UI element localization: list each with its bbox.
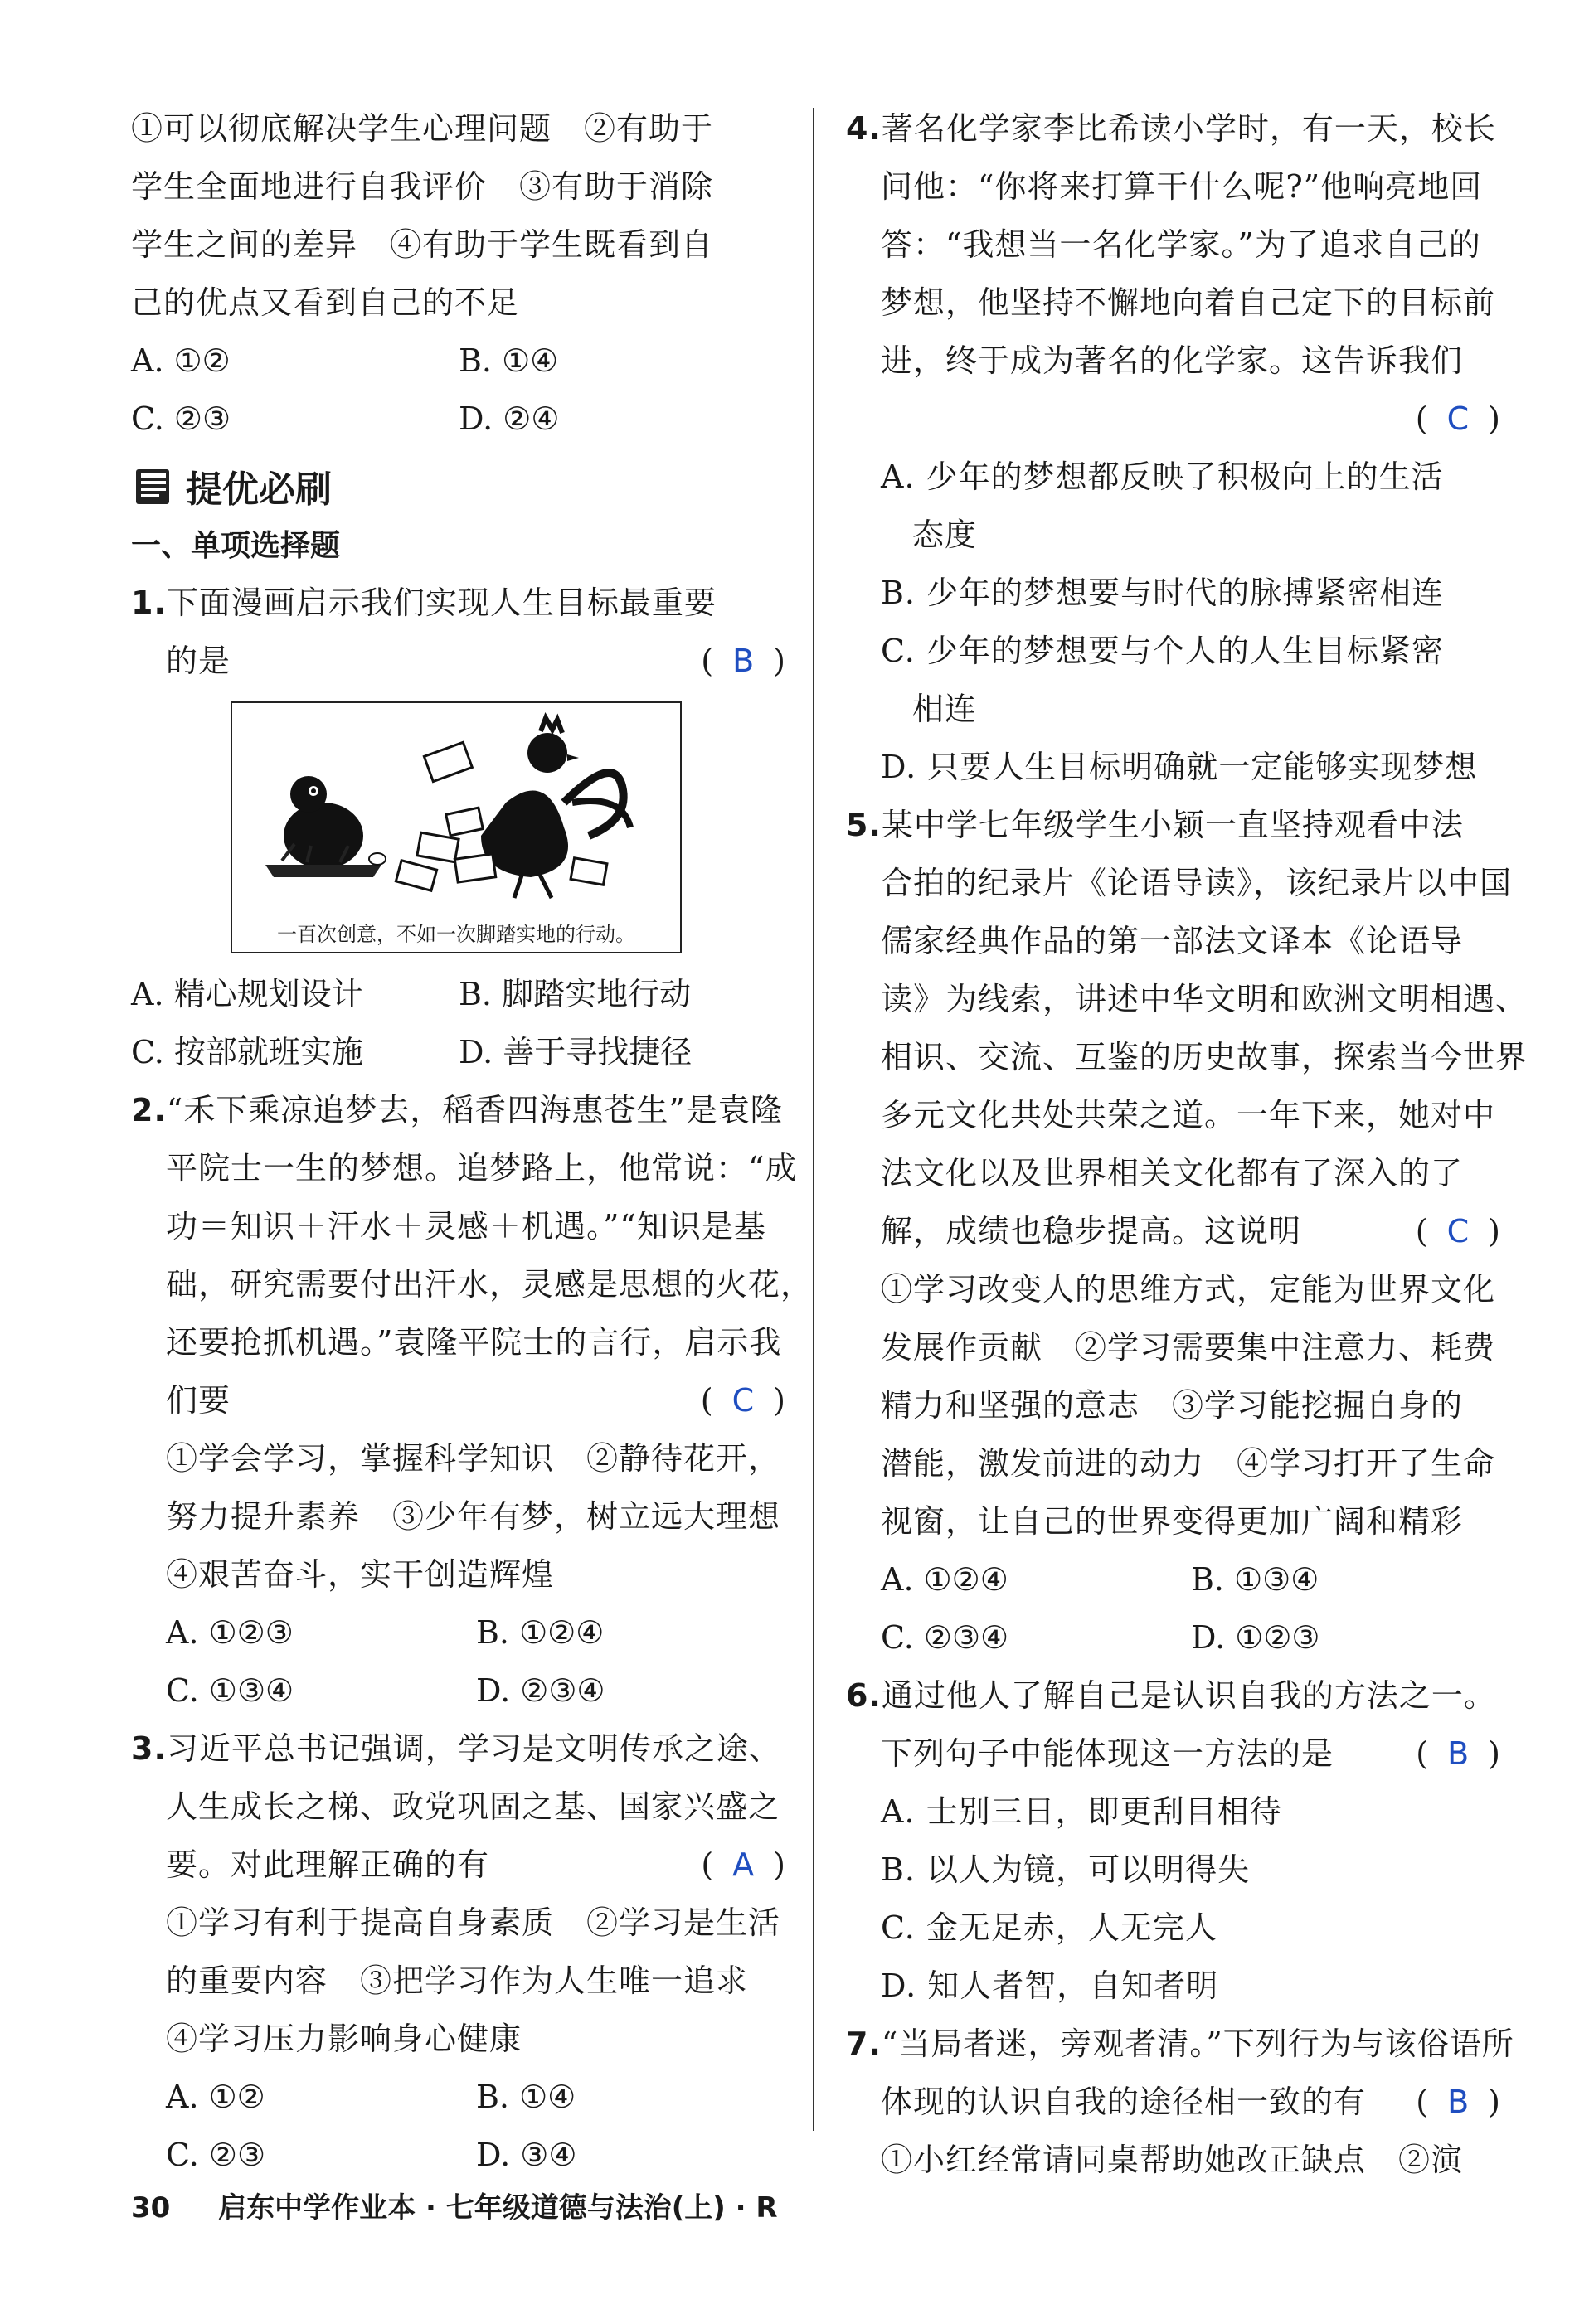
column-divider xyxy=(813,108,814,2131)
stem-text: “当局者迷，旁观者清。”下列行为与该俗语所 xyxy=(881,2026,1514,2062)
option-b: B. 脚踏实地行动 xyxy=(459,976,692,1012)
statement-line: ①学习改变人的思维方式，定能为世界文化 xyxy=(881,1271,1496,1308)
stem-text: 下列句子中能体现这一方法的是 xyxy=(881,1735,1334,1772)
stem-text: 多元文化共处共荣之道。一年下来，她对中 xyxy=(881,1097,1496,1133)
section-heading xyxy=(131,453,786,519)
statement-line: 精力和坚强的意志 ③学习能挖掘自身的 xyxy=(881,1387,1464,1424)
option-a: A. 少年的梦想都反映了积极向上的生活 xyxy=(881,458,1444,495)
question-1-stem xyxy=(131,632,786,690)
cartoon-caption: 一百次创意，不如一次脚踏实地的行动。 xyxy=(277,923,635,946)
stem-text: 习近平总书记强调，学习是文明传承之途、 xyxy=(166,1730,781,1767)
stem-text: 著名化学家李比希读小学时，有一天，校长 xyxy=(881,110,1496,147)
stem-text: 法文化以及世界相关文化都有了深入的了 xyxy=(881,1155,1464,1191)
answer-letter: A xyxy=(732,1846,756,1883)
intro-line: 学生之间的差异 ④有助于学生既看到自 xyxy=(131,226,714,263)
question-5-options xyxy=(846,1550,1501,1608)
option-c: C. ①③④ xyxy=(166,1672,294,1709)
stem-text: 梦想，他坚持不懈地向着自己定下的目标前 xyxy=(881,284,1496,321)
statement-line: 努力提升素养 ③少年有梦，树立远大理想 xyxy=(166,1498,781,1535)
option-b: B. ①④ xyxy=(459,342,559,379)
page-number: 30 xyxy=(131,2191,171,2225)
question-1-stem xyxy=(131,574,786,632)
question-6-stem xyxy=(846,1667,1501,1725)
option-c: C. ②③ xyxy=(131,400,231,437)
answer-bracket: ( B ) xyxy=(1416,1735,1501,1772)
stem-text: 功＝知识＋汗水＋灵感＋机遇。”“知识是基 xyxy=(166,1208,766,1244)
page-footer xyxy=(131,2185,778,2225)
option-c: C. 少年的梦想要与个人的人生目标紧密 xyxy=(881,633,1444,669)
stem-text: 合拍的纪录片《论语导读》，该纪录片以中国 xyxy=(881,865,1513,901)
option-d: D. ①②③ xyxy=(1191,1619,1320,1656)
cartoon-image xyxy=(231,701,682,953)
option-d: D. 善于寻找捷径 xyxy=(459,1034,693,1070)
stem-text: 儒家经典作品的第一部法文译本《论语导 xyxy=(881,923,1464,959)
stem-text: 某中学七年级学生小颖一直坚持观看中法 xyxy=(881,807,1464,843)
answer-letter: B xyxy=(1447,2084,1470,2120)
stem-text: 的是 xyxy=(166,643,231,679)
option-a: A. ①② xyxy=(131,342,231,379)
intro-options xyxy=(131,332,786,390)
option-a: A. 士别三日，即更刮目相待 xyxy=(881,1793,1282,1830)
statement-line: 潜能，激发前进的动力 ④学习打开了生命 xyxy=(881,1445,1496,1482)
question-number: 2. xyxy=(131,1092,167,1128)
option-d: D. ②③④ xyxy=(476,1672,605,1709)
stem-text: 相识、交流、互鉴的历史故事，探索当今世界 xyxy=(881,1039,1528,1075)
option-a: A. ①②③ xyxy=(166,1614,294,1651)
answer-letter: C xyxy=(731,1382,756,1419)
book-icon xyxy=(131,463,177,509)
question-2-stem xyxy=(131,1371,786,1429)
right-column xyxy=(846,99,1528,2189)
option-d: D. ③④ xyxy=(476,2137,577,2173)
stem-text: 问他：“你将来打算干什么呢?”他响亮地回 xyxy=(881,168,1483,205)
stem-text: 们要 xyxy=(166,1382,231,1419)
stem-text: 要。对此理解正确的有 xyxy=(166,1846,490,1883)
option-a: A. ①②④ xyxy=(881,1561,1008,1598)
statement-line: ①学会学习，掌握科学知识 ②静待花开， xyxy=(166,1440,781,1477)
question-1-options xyxy=(131,1023,786,1081)
intro-options xyxy=(131,390,786,448)
question-3-options xyxy=(131,2126,786,2184)
intro-line: 学生全面地进行自我评价 ③有助于消除 xyxy=(131,168,714,205)
intro-line: ①可以彻底解决学生心理问题 ②有助于 xyxy=(131,110,714,147)
stem-text: 平院士一生的梦想。追梦路上，他常说：“成 xyxy=(166,1150,798,1186)
stem-text: 还要抢抓机遇。”袁隆平院士的言行，启示我 xyxy=(166,1324,782,1361)
stem-text: 体现的认识自我的途径相一致的有 xyxy=(881,2084,1367,2120)
question-type-title: 一、单项选择题 xyxy=(131,529,341,563)
question-7-stem xyxy=(846,2073,1501,2131)
option-b: B. ①②④ xyxy=(476,1614,605,1651)
cartoon-drawing xyxy=(232,703,680,910)
answer-bracket: ( C ) xyxy=(700,1382,786,1419)
stem-text: 通过他人了解自己是认识自我的方法之一。 xyxy=(881,1677,1496,1714)
option-d: D. 只要人生目标明确就一定能够实现梦想 xyxy=(881,749,1478,785)
answer-bracket: ( B ) xyxy=(701,643,786,679)
intro-line: 己的优点又看到自己的不足 xyxy=(131,284,520,321)
option-b: B. 以人为镜，可以明得失 xyxy=(881,1851,1251,1888)
question-3-stem xyxy=(131,1720,786,1778)
question-number: 7. xyxy=(846,2026,882,2062)
answer-bracket: ( B ) xyxy=(1416,2084,1501,2120)
question-5-options xyxy=(846,1608,1501,1667)
question-number: 6. xyxy=(846,1677,882,1714)
left-column xyxy=(131,99,814,2184)
book-title: 启东中学作业本 · 七年级道德与法治(上) · R xyxy=(218,2191,778,2225)
statement-line: ①学习有利于提高自身素质 ②学习是生活 xyxy=(166,1904,781,1941)
stem-text: “禾下乘凉追梦去，稻香四海惠苍生”是袁隆 xyxy=(166,1092,783,1128)
statement-line: 发展作贡献 ②学习需要集中注意力、耗费 xyxy=(881,1329,1496,1366)
answer-letter: B xyxy=(732,643,756,679)
statement-line: ①小红经常请同桌帮助她改正缺点 ②演 xyxy=(881,2142,1464,2178)
option-d: D. ②④ xyxy=(459,400,560,437)
statement-line: ④学习压力影响身心健康 xyxy=(166,2021,522,2057)
option-a-cont: 态度 xyxy=(912,517,978,553)
answer-letter: C xyxy=(1446,1213,1470,1249)
option-a: A. ①② xyxy=(166,2079,265,2115)
option-c: C. ②③④ xyxy=(881,1619,1009,1656)
question-number: 4. xyxy=(846,110,882,147)
question-2-options xyxy=(131,1662,786,1720)
option-c: C. 按部就班实施 xyxy=(131,1034,363,1070)
option-b: B. 少年的梦想要与时代的脉搏紧密相连 xyxy=(881,575,1445,611)
stem-text: 读》为线索，讲述中华文明和欧洲文明相遇、 xyxy=(881,981,1528,1017)
stem-text: 答：“我想当一名化学家。”为了追求自己的 xyxy=(881,226,1481,263)
question-number: 5. xyxy=(846,807,882,843)
statement-line: 视窗，让自己的世界变得更加广阔和精彩 xyxy=(881,1503,1464,1540)
question-1-options xyxy=(131,965,786,1023)
stem-text: 进，终于成为著名的化学家。这告诉我们 xyxy=(881,342,1464,379)
option-d: D. 知人者智，自知者明 xyxy=(881,1967,1219,2004)
question-number: 1. xyxy=(131,585,167,621)
stem-text: 础，研究需要付出汗水，灵感是思想的火花， xyxy=(166,1266,814,1303)
question-3-stem xyxy=(131,1836,786,1894)
question-6-stem xyxy=(846,1725,1501,1783)
option-c: C. ②③ xyxy=(166,2137,266,2173)
answer-letter: B xyxy=(1447,1735,1470,1772)
stem-text: 人生成长之梯、政党巩固之基、国家兴盛之 xyxy=(166,1788,781,1825)
question-5-stem xyxy=(846,796,1501,854)
question-2-options xyxy=(131,1604,786,1662)
question-5-stem xyxy=(846,1202,1501,1260)
option-b: B. ①③④ xyxy=(1191,1561,1319,1598)
option-a: A. 精心规划设计 xyxy=(131,976,363,1012)
question-4-answer-line xyxy=(846,390,1501,448)
statement-line: ④艰苦奋斗，实干创造辉煌 xyxy=(166,1556,555,1593)
answer-letter: C xyxy=(1446,400,1470,437)
question-4-stem xyxy=(846,99,1501,158)
question-7-stem xyxy=(846,2015,1514,2073)
answer-bracket: ( A ) xyxy=(701,1846,786,1883)
question-2-stem xyxy=(131,1081,786,1139)
statement-line: 的重要内容 ③把学习作为人生唯一追求 xyxy=(166,1963,749,1999)
option-c: C. 金无足赤，人无完人 xyxy=(881,1909,1217,1946)
option-c-cont: 相连 xyxy=(912,691,978,727)
stem-text: 下面漫画启示我们实现人生目标最重要 xyxy=(166,585,717,621)
section-title: 提优必刷 xyxy=(186,468,332,511)
option-b: B. ①④ xyxy=(476,2079,576,2115)
question-number: 3. xyxy=(131,1730,167,1767)
question-3-options xyxy=(131,2068,786,2126)
answer-bracket: ( C ) xyxy=(1415,1213,1501,1249)
answer-bracket: ( C ) xyxy=(1415,400,1501,437)
stem-text: 解，成绩也稳步提高。这说明 xyxy=(881,1213,1302,1249)
